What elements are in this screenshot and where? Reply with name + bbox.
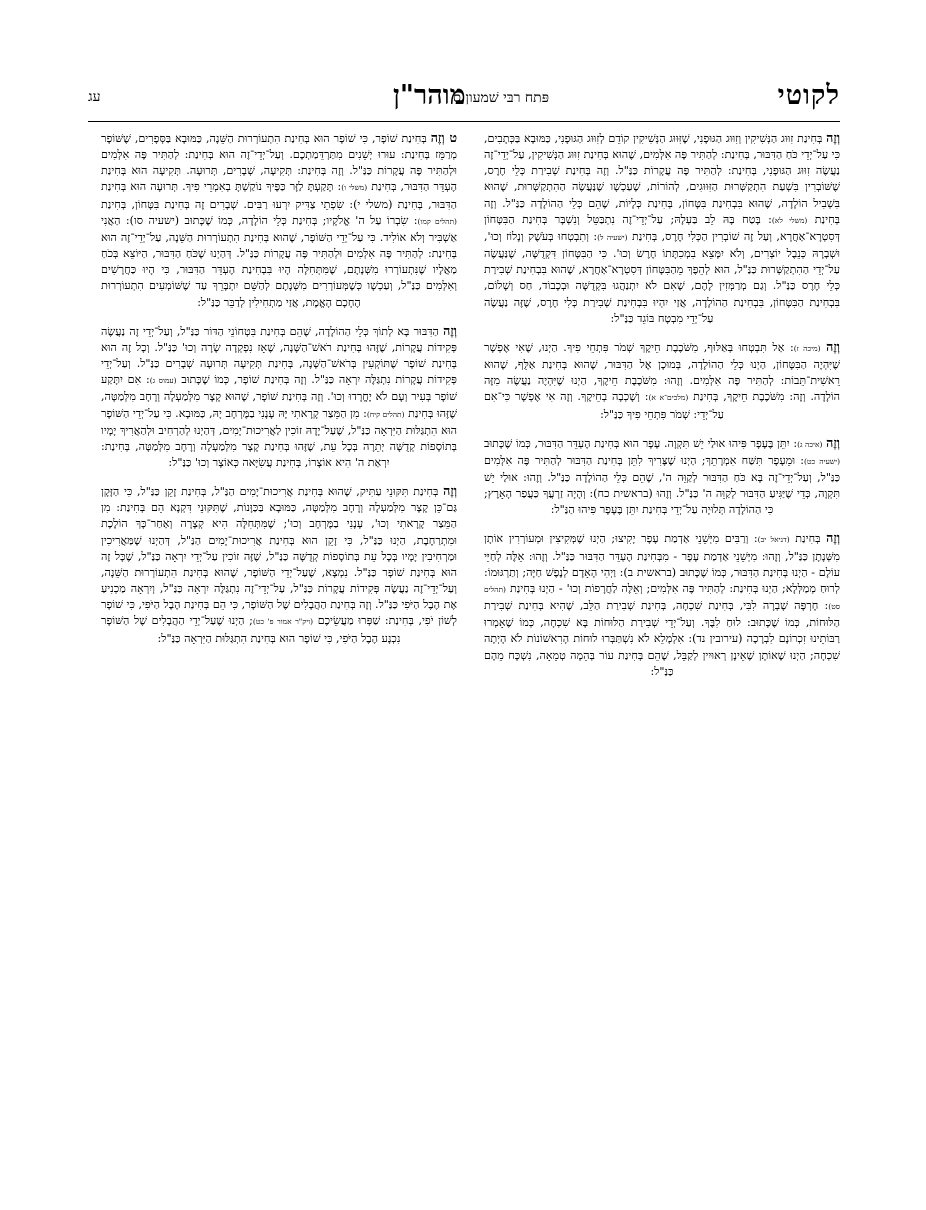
right-column — [484, 130, 840, 692]
paragraph-text: : מִן הַמֵּצַר קָרָאתִי יָּהּ עָנָנִי בַמֶּרְחָב יָהּ, כַּמּוּבָא. כִּי עַל־יְדֵי הַשּׁוֹפָר הוּא הִתְגַּלּוּת הַיִּרְאָה כַּנַּ"ל, שֶׁעַל־יָדָהּ זוֹכִין לַאֲרִיכוּת־יָמִים, דְּהַיְנוּ לְהַרְחִיב וּלְהַאֲרִיךְ יָמָיו בְּתוֹסָפוֹת קְדֻשָּׁה יְתֵרָה בְּכָל עֵת, שֶׁזֶּהוּ בְּחִינַת קָצָר מִלְּמַעְלָה וְרָחָב מִלְּמַטָּה, בְּחִינַת: יִרְאַת ה' הִיא אוֹצָרוֹ, בְּחִינַת עֲשִׂיָּאה כְּאוֹצָר וְכוּ' כַּנַּ"ל: — [101, 406, 457, 469]
paragraph-text: : יִתֵּן בֶּעָפָר פִּיהוּ אוּלַי יֵשׁ תִּקְוָה. עָפָר הוּא בְּחִינַת הֶעְדֵּר הַדִּבּוּר, כְּמוֹ שֶׁכָּתוּב — [484, 436, 798, 450]
left-column — [101, 130, 457, 659]
source-citation: (דניאל יב) — [757, 535, 790, 545]
header-rule — [88, 121, 840, 122]
paragraph-text: : וּמֵעָפָר תִּשַּׁח אִמְרָתֵךְ; הַיְנוּ שֶׁצָּרִיךְ לִתֵּן בְּחִינַת הַדִּבּוּר לְהַתִּיר פֶּה אִלְּמִים כַּנַּ"ל, וְעַל־יְדֵי־זֶה בָּא כֹּחַ הַדִּבּוּר לְקַוֵּה ה', שֶׁהֵם כְּלֵי הַהוֹלָדָה כַּנַּ"ל. וְזֶהוּ: אוּלַי יֵשׁ תִּקְוָה, כְּדֵי שֶׁיַּגִּיעַ הַדִּבּוּר לְקַוֵּה ה' כַּנַּ"ל. וְזֶהוּ (בראשית כח): וְהָיָה זַרְעֲךָ כַּעֲפַר הָאָרֶץ; כִּי הַהוֹלָדָה תְּלוּיָה עַל־יְדֵי בְּחִינַת יִתֵּן בֶּעָפָר פִּיהוּ הַנַּ"ל: — [484, 453, 840, 517]
source-citation: (משלי ו) — [341, 183, 368, 193]
paragraph-text: : חֶרְפָּה שָׁבְרָה לִבִּי, בְּחִינַת שִׁכְחָה, בְּחִינַת שְׁבִירַת הַלֵּב, שֶׁהִיא בְּחִינַת שְׁבִירַת הַלּוּחוֹת, כְּמוֹ שֶׁכָּתוּב: לוּחַ לִבֶּךָ. וְעַל־יְדֵי שְׁבִירַת הַלּוּחוֹת בָּא שִׁכְחָה, כְּמוֹ שֶׁאָמְרוּ רַבּוֹתֵינוּ זִכְרוֹנָם לִבְרָכָה (עירובין נד): אִלְמָלֵא לֹא נִשְׁתַּבְּרוּ לוּחוֹת הָרִאשׁוֹנוֹת לֹא הָיְתָה שִׁכְחָה; הַיְנוּ שֶׁאוֹתָן שֶׁאֵינָן רְאוּיִין לְקַבֵּל, שֶׁהֵם בְּחִינַת עוֹר בְּהֵמָה טְמֵאָה, נִשְׁכָּח מֵהֶם כַּנַּ"ל: — [484, 599, 840, 678]
source-citation: (תהלים קמו) — [417, 216, 457, 226]
paragraph-text: בְּחִינַת — [789, 532, 821, 546]
source-citation: (תהלים סט) — [484, 584, 840, 612]
paragraph-text: : אַל תִּבְטְחוּ בְּאַלּוּף, מִשֹּׁכֶבֶת חֵיקֶךָ שְׁמֹר פִּתְחֵי פִיךָ. הַיְנוּ, שֶׁאִי אֶפְשָׁר שֶׁיִּהְיֶה הַבִּטָּחוֹן, הַיְנוּ כְּלֵי הַהוֹלָדָה, בְּמוּכָן אֶל הַדִּבּוּר, שֶׁהוּא בְּחִינַת אַלֻּף, שֶׁהוּא רֵאשִׁית־תֵּבוֹת: לְהַתִּיר פֶּה אִלְּמִים. וְזֶהוּ: מִשֹּׁכֶבֶת חֵיקֶךָ, הַיְנוּ שֶׁיִּהְיֶה נַעֲשֶׂה מִזֶּה הוֹלָדָה. וְזֶה: מִשֹּׁכֶבֶת חֵיקֶךָ, בְּחִינַת — [484, 340, 840, 404]
paragraph-text: הַדִּבּוּר בָּא לְתוֹךְ כְּלֵי הַהוֹלָדָה, שֶׁהֵם בְּחִינַת בִּטְחוֹנֵי הַדּוֹר כַּנַּ"ל, וְעַל־יְדֵי זֶה נַעֲשֶׂה פְּקִידוֹת עֲקָרוֹת, שֶׁזֶּהוּ בְּחִינַת רֹאשׁ־הַשָּׁנָה, שֶׁאָז נִפְקְדָה שָׂרָה וְכוּ' כַּנַּ"ל. וְכָל זֶה הוּא בְּחִינַת שׁוֹפָר שֶׁתּוֹקְעִין בְּרֹאשׁ־הַשָּׁנָה, בְּחִינַת תְּקִיעָה תְּרוּעָה שְׁבָרִים כַּנַּ"ל. וְעַל־יְדֵי פְּקִידוֹת עֲקָרוֹת נִתְגַּלֶּה יִרְאָה כַּנַּ"ל. וְזֶה בְּחִינַת שׁוֹפָר, כְּמוֹ שֶׁכָּתוּב — [101, 324, 457, 387]
paragraph — [101, 323, 457, 471]
paragraph — [101, 483, 457, 647]
book-title: לקוטי — [777, 80, 840, 111]
source-citation: (איכה ג) — [797, 439, 823, 449]
source-citation: (מלכים־א א) — [648, 393, 689, 403]
paragraph-lead: וְזֶה — [443, 322, 457, 338]
paragraph-text: ; הַיְנוּ שֶׁעַל־יְדֵי הַהֲבָלִים שֶׁל הַשּׁוֹפָר נִכְנָע הֶבֶל הַיֹּפִי, כִּי שׁוֹפָר הוּא בְּחִינַת הִתְגַּלּוּת הַיִּרְאָה כַּנַּ"ל: — [101, 614, 401, 645]
paragraph-lead: ט וְזֶה — [430, 130, 457, 145]
paragraph — [484, 339, 840, 423]
paragraph-text: : וְרַבִּים מִיְּשֵׁנֵי אַדְמַת עָפָר יָקִיצוּ; הַיְנוּ שֶׁמְּקִיצִין וּמְעוֹרְרִין אוֹתָן מִשְּׁנָתָן כַּנַּ"ל, וְזֶהוּ: מִיְּשֵׁנֵי אַדְמַת עָפָר - מִבְּחִינַת הֶעְדֵּר הַדִּבּוּר כַּנַּ"ל. וְזֶהוּ: אֵלֶּה לְחַיֵּי עוֹלָם - הַיְנוּ בְּחִינַת הַדִּבּוּר, כְּמוֹ שֶׁכָּתוּב (בראשית ב): וַיְהִי הָאָדָם לְנֶפֶשׁ חַיָּה; וְתַרְגּוּמוֹ: לְרוּחַ מְמַלְּלָא; הַיְנוּ בְּחִינַת: לְהַתִּיר פֶּה אִלְּמִים; וְאֵלֶּה לַחֲרָפוֹת וְכוּ' - הַיְנוּ בְּחִינַת — [484, 532, 840, 595]
paragraph-lead: וְזֶה — [826, 130, 841, 145]
source-citation: (תהלים קיח) — [366, 409, 405, 419]
section-title: פּתח רבּי שׁמעון ס — [453, 90, 550, 106]
paragraph — [101, 130, 457, 311]
paragraph-text: בְּחִינַת תִּקּוּנֵי עַתִּיק, שֶׁהוּא בְּחִינַת אֲרִיכוּת־יָמִים הַנַּ"ל, בְּחִינַת זָקֵן כַּנַּ"ל, כִּי הַזָּקָן גַּם־כֵּן קָצָר מִלְּמַעְלָה וְרָחָב מִלְּמַטָּה, כַּמּוּבָא בַּכַּוָּנוֹת, שֶׁתִּקּוּנֵי דִּקְנָא הֵם בְּחִינַת: מִן הַמֵּצַר קָרָאתִי וְכוּ', עָנָנִי בַמֶּרְחָב וְכוּ'; שֶׁמִּתְּחִלָּה הִיא קְצָרָה וְאַחַר־כָּךְ הוֹלֶכֶת וּמִתְרַחֶבֶת, הַיְנוּ כַּנַּ"ל, כִּי זָקֵן הוּא בְּחִינַת אֲרִיכוּת־יָמִים הַנַּ"ל, דְּהַיְנוּ שֶׁמַּאֲרִיכִין וּמַרְחִיבִין יָמָיו בְּכָל עֵת בְּתוֹסָפוֹת קְדֻשָּׁה כַּנַּ"ל, שֶׁזֶּה זוֹכִין עַל־יְדֵי יִרְאָה כַּנַּ"ל, שֶׁכָּל זֶה הוּא בְּחִינַת שׁוֹפָר כַּנַּ"ל. נִמְצָא, שֶׁעַל־יְדֵי הַשּׁוֹפָר, שֶׁהוּא בְּחִינַת הִתְעוֹרְרוּת הַשֵּׁנָה, וְעַל־יְדֵי־זֶה נַעֲשֶׂה פְּקִידוֹת עֲקָרוֹת כַּנַּ"ל, עַל־יְדֵי־זֶה נִתְגַּלֶּה יִרְאָה כַּנַּ"ל, וְיִרְאָה מַכְנִיעַ אֶת הֶבֶל הַיֹּפִי כַּנַּ"ל. וְזֶה בְּחִינַת הַהֲבָלִים שֶׁל הַשּׁוֹפָר, כִּי הֵם בְּחִינַת הֶבֶל הַיֹּפִי, כִּי שׁוֹפָר לְשׁוֹן יֹפִי, בְּחִינַת: שַׁפְּרוּ מַעֲשֵׂיכֶם — [101, 485, 457, 628]
paragraph-lead: וְזֶה — [826, 530, 841, 546]
paragraph-text: : וְתִבְטְחוּ בְּעֹשֶׁק וְנָלוֹז וְכוּ', וּשְׁבָרָהּ כְּנֵבֶל יוֹצְרִים, וְלֹא יִמָּצֵא בִמְכִתָּתוֹ חֶרֶשׂ וְכוּ'. כִּי הַבִּטָּחוֹן דִּקְדֻשָּׁה, שֶׁנַּעֲשֶׂה עַל־יְדֵי הַהִתְקַשְּׁרוּת כַּנַּ"ל, הוּא לְהֵפֶךְ מֵהַבִּטָּחוֹן דְּסִטְרָא־אַחֲרָא, שֶׁהוּא בִּבְחִינַת שְׁבִירַת כְּלֵי חֶרֶס כַּנַּ"ל. וְגַם מְרַמְּזִין לָהֶם, שֶׁאִם לֹא יִתְנַהֲגוּ בִּקְדֻשָּׁה וּבְכָבוֹד, חַס וְשָׁלוֹם, בִּבְחִינַת הַבִּטָּחוֹן, בִּבְחִינַת הַהוֹלָדָה, אֲזַי יִהְיוּ בִּבְחִינַת שְׁבִירַת כְּלִי חֶרֶס, שֶׁזֶּה נַעֲשֶׂה עַל־יְדֵי מִבְטָח בּוֹגֵד כַּנַּ"ל: — [484, 229, 840, 325]
paragraph-text: : בָּטַח בָּהּ לֵב בַּעְלָהּ; עַל־יְדֵי־זֶה נִתְבַּטֵּל וְנִשְׁבָּר בְּחִינַת הַבִּטָּחוֹן דְּסִטְרָא־אַחֲרָא, וְעַל זֶה שׁוֹבְרִין הַכְּלִי חֶרֶס, בְּחִינַת — [484, 212, 840, 243]
paragraph-text: : אִם יִתָּקַע שׁוֹפָר בְּעִיר וְעָם לֹא יֶחֱרָדוּ וְכוּ'. וְזֶה בְּחִינַת שׁוֹפָר, שֶׁהוּא קָצָר מִלְּמַעְלָה וְרָחָב מִלְּמַטָּה, שֶׁזֶּהוּ בְּחִינַת — [101, 373, 458, 420]
page-number: עג — [88, 89, 101, 105]
paragraph — [484, 130, 840, 327]
paragraph-text: בְּחִינַת זִוּוּג הַנְּשִׁיקִין וְזִוּוּג הַגּוּפָנִי, שֶׁזִּוּוּג הַנְּשִׁיקִין קוֹדֵם לְזִוּוּג הַגּוּפָנִי, כַּמּוּבָא בַּכְּתָבִים, כִּי עַל־יְדֵי כֹּחַ הַדִּבּוּר, בְּחִינַת: לְהַתִּיר פֶּה אִלְּמִים, שֶׁהוּא בְּחִינַת זִוּוּג הַנְּשִׁיקִין, עַל־יְדֵי־זֶה נַעֲשֶׂה זִוּוּג הַגּוּפָנִי, בְּחִינַת: לְהַתִּיר פֶּה עֲקָרוֹת כַּנַּ"ל. וְזֶה בְּחִינַת שְׁבִירַת כְּלֵי חֶרֶס, שֶׁשּׁוֹבְרִין בִּשְׁעַת הִתְקַשְּׁרוּת הַזִּוּוּגִים, לְהוֹרוֹת, שֶׁעַכְשָׁו שֶׁנַּעֲשֶׂה הַהִתְקַשְּׁרוּת, שֶׁהוּא בִּשְׁבִיל הוֹלָדָה, שֶׁהוּא בִּבְחִינַת בִּטָּחוֹן, בְּחִינַת כְּלָיוֹת, שֶׁהֵם כְּלֵי הַהוֹלָדָה כַּנַּ"ל. וְזֶה בְּחִינַת — [484, 132, 840, 226]
source-citation: (מיכה ז) — [793, 343, 821, 353]
paragraph-lead: וְזֶה — [826, 434, 840, 450]
paragraph — [484, 435, 840, 519]
paragraph-lead: וְזֶה — [826, 338, 840, 354]
book-title-author: מוהר"ן — [393, 80, 466, 111]
paragraph — [484, 530, 840, 679]
page-header — [88, 80, 840, 120]
paragraph-text: : תָּקַעְתָּ לַזָּר כַּפֶּיךָ נוֹקַשְׁתָּ בְאִמְרֵי פִיךָ. תְּרוּעָה הוּא בְּחִינַת הַדִּבּוּר, בְּחִינַת (משלי י): שִׂפְתֵי צַדִּיק יִרְעוּ רַבִּים. שְׁבָרִים זֶה בְּחִינַת בִּטָּחוֹן, בְּחִינַת — [101, 180, 457, 211]
source-citation: (ויק"ר אמור פ' כט) — [252, 617, 314, 627]
paragraph-text: : וְשָׁכְבָה בְחֵיקֶךָ. וְזֶה אִי אֶפְשָׁר כִּי־אִם עַל־יְדֵי: שְׁמֹר פִּתְחֵי פִיךָ כַּנַּ"ל: — [484, 390, 724, 421]
source-citation: (משלי לא) — [771, 215, 808, 225]
source-citation: (עמוס ג) — [149, 376, 177, 386]
paragraph-text: : שִׂבְרוֹ עַל ה' אֱלֹקָיו; בְּחִינַת כְּלֵי הוֹלָדָה, כְּמוֹ שֶׁכָּתוּב (ישעיה סו): הַאֲנִי אַשְׁבִּיר וְלֹא אוֹלִיד. כִּי עַל־יְדֵי הַשּׁוֹפָר, שֶׁהוּא בְּחִינַת הִתְעוֹרְרוּת הַשֵּׁנָה, עַל־יְדֵי־זֶה הוּא בְּחִינַת: לְהַתִּיר פֶּה אִלְּמִים וּלְהַתִּיר פֶּה עֲקָרוֹת כַּנַּ"ל. דְּהַיְנוּ שֶׁכֹּחַ הַדִּבּוּר, הַיּוֹצֵא בְּכֹחַ מַאֲלָיו שֶׁנִּתְעוֹרְרוּ מִשְּׁנָתָם, שֶׁמִּתְּחִלָּה הָיוּ בִּבְחִינַת הֶעְדֵּר הַדִּבּוּר, כִּי הָיוּ כַּחֲרָשִׁים וְאִלְּמִים כַּנַּ"ל, וְעַכְשָׁו כְּשֶׁמְּעוֹרְרִים מִשְּׁנָתָם לְהַשֵּׁם יִתְבָּרֵךְ עַד שֶׁשּׁוֹמְעִים הִתְעוֹרְרוּת הֶחָכָם הָאֱמֶת, אֲזַי מַתְחִילִין לְדַבֵּר כַּנַּ"ל: — [101, 213, 457, 309]
paragraph-text: בְּחִינַת שׁוֹפָר, כִּי שׁוֹפָר הוּא בְּחִינַת הִתְעוֹרְרוּת הַשֵּׁנָה, כַּמּוּבָא בַּסְּפָרִים, שֶׁשּׁוֹפָר מְרַמֵּז בְּחִינַת: עוּרוּ יְשֵׁנִים מִתַּרְדֵּמַתְכֶם. וְעַל־יְדֵי־זֶה הוּא בְּחִינַת: לְהַתִּיר פֶּה אִלְּמִים וּלְהַתִּיר פֶּה עֲקָרוֹת כַּנַּ"ל. וְזֶה בְּחִינַת: תְּקִיעָה, שְׁבָרִים, תְּרוּעָה. תְּקִיעָה הוּא בְּחִינַת הֶעְדֵּר הַדִּבּוּר, בְּחִינַת — [101, 132, 457, 194]
source-citation: (ישעיה כט) — [804, 456, 841, 466]
source-citation: (ישעיה ל) — [597, 232, 628, 242]
paragraph-lead: וְזֶה — [443, 483, 458, 499]
